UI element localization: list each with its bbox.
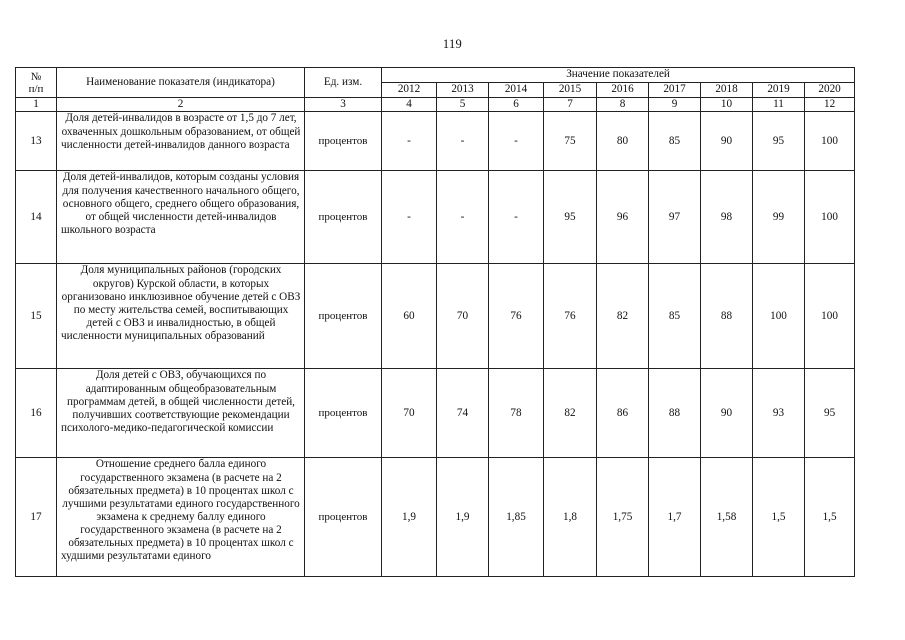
indicators-table — [15, 67, 855, 577]
column-number: 2 — [57, 98, 305, 112]
header-name: Наименование показателя (индикатора) — [57, 68, 305, 98]
row-indicator-name: Доля детей-инвалидов, которым созданы условия для получения качественного начального общего, основного общего, среднего общего образования, от общей численности детей-инвалидов школьного возраста — [57, 171, 305, 264]
column-number: 5 — [437, 98, 489, 112]
column-number: 9 — [649, 98, 701, 112]
row-value: 88 — [701, 264, 753, 369]
column-number: 4 — [382, 98, 437, 112]
column-number: 1 — [16, 98, 57, 112]
row-value: 97 — [649, 171, 701, 264]
header-year: 2015 — [544, 83, 597, 98]
row-value: - — [382, 112, 437, 171]
column-number: 6 — [489, 98, 544, 112]
row-unit: процентов — [305, 171, 382, 264]
row-unit: процентов — [305, 458, 382, 577]
table-row — [16, 112, 855, 171]
column-number: 3 — [305, 98, 382, 112]
row-value: 85 — [649, 112, 701, 171]
row-value: 88 — [649, 369, 701, 458]
row-value: 1,85 — [489, 458, 544, 577]
row-num: 16 — [16, 369, 57, 458]
header-unit: Ед. изм. — [305, 68, 382, 98]
header-year: 2020 — [805, 83, 855, 98]
table-row — [16, 264, 855, 369]
header-year: 2013 — [437, 83, 489, 98]
row-value: 100 — [805, 112, 855, 171]
row-value: 75 — [544, 112, 597, 171]
table-row — [16, 458, 855, 577]
row-value: 70 — [437, 264, 489, 369]
row-value: 1,8 — [544, 458, 597, 577]
header-year: 2017 — [649, 83, 701, 98]
row-value: 100 — [805, 264, 855, 369]
column-number: 11 — [753, 98, 805, 112]
row-value: 76 — [544, 264, 597, 369]
row-value: 1,9 — [437, 458, 489, 577]
header-values-group: Значение показателей — [382, 68, 855, 83]
page-number: 119 — [442, 37, 463, 51]
column-number: 8 — [597, 98, 649, 112]
row-value: 98 — [701, 171, 753, 264]
row-value: 74 — [437, 369, 489, 458]
header-year: 2018 — [701, 83, 753, 98]
row-value: - — [382, 171, 437, 264]
row-indicator-name: Доля детей с ОВЗ, обучающихся по адаптированным общеобразовательным программам детей, в общей численности детей, получивших соответствующие рекомендации психолого-медико-педагогической комиссии — [57, 369, 305, 458]
table-row — [16, 369, 855, 458]
row-value: 1,7 — [649, 458, 701, 577]
row-value: 1,5 — [805, 458, 855, 577]
row-unit: процентов — [305, 369, 382, 458]
table-row — [16, 171, 855, 264]
row-value: 70 — [382, 369, 437, 458]
row-value: 100 — [805, 171, 855, 264]
column-number: 7 — [544, 98, 597, 112]
header-year: 2012 — [382, 83, 437, 98]
row-value: 78 — [489, 369, 544, 458]
row-unit: процентов — [305, 264, 382, 369]
row-value: 90 — [701, 112, 753, 171]
row-indicator-name: Доля детей-инвалидов в возрасте от 1,5 до 7 лет, охваченных дошкольным образованием, от общей численности детей-инвалидов данного возраста — [57, 112, 305, 171]
row-num: 15 — [16, 264, 57, 369]
row-value: 86 — [597, 369, 649, 458]
row-value: 95 — [805, 369, 855, 458]
column-numbers-row — [16, 98, 855, 112]
row-indicator-name: Доля муниципальных районов (городских округов) Курской области, в которых организовано инклюзивное обучение детей с ОВЗ по месту жительства семей, воспитывающих детей с ОВЗ и инвалидностью, в общей численности муниципальных образований — [57, 264, 305, 369]
row-value: 95 — [544, 171, 597, 264]
row-indicator-name: Отношение среднего балла единого государственного экзамена (в расчете на 2 обязательных предмета) в 10 процентах школ с лучшими результатами единого государственного экзамена к среднему баллу единого государственного экзамена (в расчете на 2 обязательных предмета) в 10 процентах школ с худшими результатами единого — [57, 458, 305, 577]
header-num — [16, 68, 57, 98]
column-number: 10 — [701, 98, 753, 112]
row-value: 1,58 — [701, 458, 753, 577]
row-value: - — [437, 171, 489, 264]
row-num: 17 — [16, 458, 57, 577]
row-value: 100 — [753, 264, 805, 369]
header-num-text: № п/п — [28, 70, 44, 95]
row-value: 60 — [382, 264, 437, 369]
row-value: 76 — [489, 264, 544, 369]
header-row-group — [16, 68, 855, 83]
row-value: 96 — [597, 171, 649, 264]
row-value: 1,9 — [382, 458, 437, 577]
row-value: 82 — [597, 264, 649, 369]
row-num: 14 — [16, 171, 57, 264]
row-num: 13 — [16, 112, 57, 171]
row-value: 99 — [753, 171, 805, 264]
row-value: 80 — [597, 112, 649, 171]
row-value: - — [489, 171, 544, 264]
row-value: 93 — [753, 369, 805, 458]
row-value: 1,5 — [753, 458, 805, 577]
row-value: 85 — [649, 264, 701, 369]
row-value: 90 — [701, 369, 753, 458]
row-value: 82 — [544, 369, 597, 458]
row-value: 1,75 — [597, 458, 649, 577]
header-year: 2019 — [753, 83, 805, 98]
header-year: 2016 — [597, 83, 649, 98]
row-value: 95 — [753, 112, 805, 171]
row-value: - — [489, 112, 544, 171]
row-value: - — [437, 112, 489, 171]
header-year: 2014 — [489, 83, 544, 98]
row-unit: процентов — [305, 112, 382, 171]
column-number: 12 — [805, 98, 855, 112]
